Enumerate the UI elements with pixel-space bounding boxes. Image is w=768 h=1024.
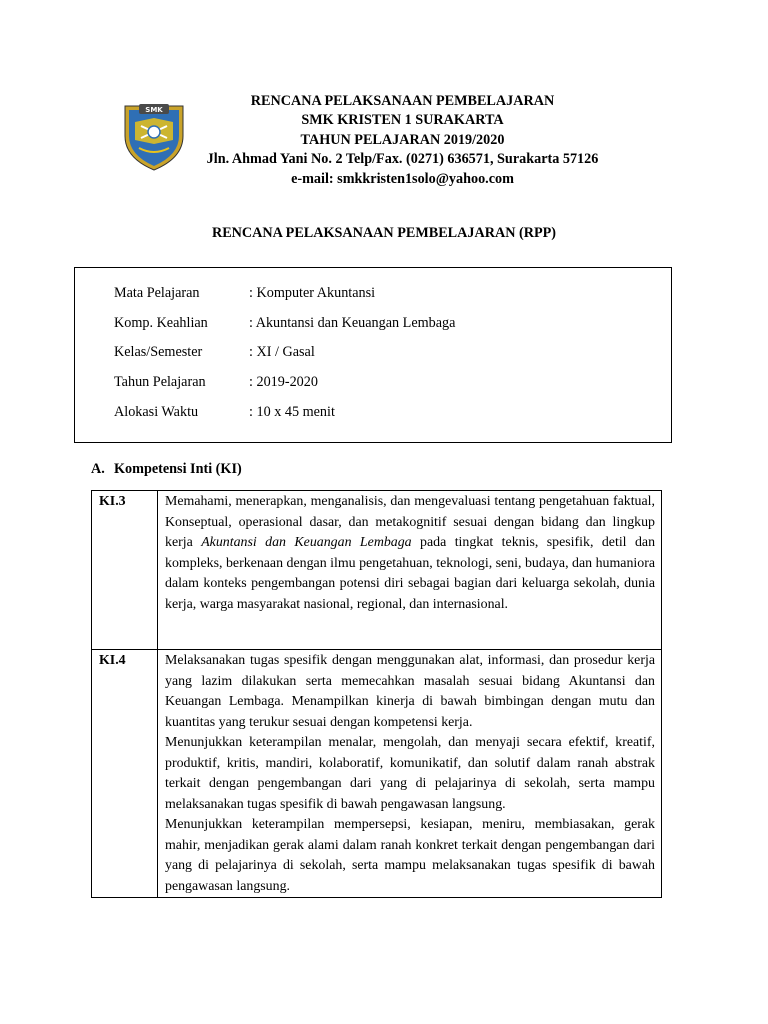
info-row-competency (114, 315, 455, 332)
letterhead (185, 92, 620, 189)
school-logo (121, 100, 187, 172)
ki-text: Memahami, menerapkan, menganalisis, dan mengevaluasi tentang pengetahuan faktual, Konseptual, operasional dasar, dan metakognitif sesuai dengan bidang dan lingkup kerja (165, 494, 655, 550)
school-email: e-mail: smkkristen1solo@yahoo.com (291, 170, 514, 187)
info-row-subject (114, 285, 375, 302)
info-value: : Komputer Akuntansi (249, 285, 376, 301)
info-row-class (114, 344, 315, 361)
school-address: Jln. Ahmad Yani No. 2 Telp/Fax. (0271) 636571, Surakarta 57126 (206, 151, 599, 168)
info-row-year (114, 374, 318, 391)
ki-description (158, 491, 662, 650)
info-value: : 10 x 45 menit (249, 404, 335, 420)
section-title: Kompetensi Inti (KI) (114, 461, 242, 477)
info-value: : XI / Gasal (249, 344, 315, 360)
ki-code: KI.4 (92, 650, 158, 898)
ki-description (158, 650, 662, 898)
info-label: Kelas/Semester (114, 344, 203, 360)
ki-paragraph: Melaksanakan tugas spesifik dengan menggunakan alat, informasi, dan prosedur kerja yang lazim dilakukan serta memecahkan masalah sesuai bidang Akuntansi dan Keuangan Lembaga. Menampilkan kinerja di bawah bimbingan dengan mutu dan kuantitas yang terukur sesuai dengan kompetensi kerja. (165, 653, 655, 730)
table-row (92, 491, 662, 650)
ki-text-italic: Akuntansi dan Keuangan Lembaga (201, 535, 412, 550)
school-name: SMK KRISTEN 1 SURAKARTA (301, 112, 504, 129)
core-competency-table (91, 490, 662, 898)
ki-paragraph: Menunjukkan keterampilan menalar, mengolah, dan menyaji secara efektif, kreatif, produktif, kritis, mandiri, kolaboratif, komunikatif, dan solutif dalam ranah abstrak terkait dengan pengembangan dari yang di pelajarinya di sekolah, serta mampu melaksanakan tugas spesifik di bawah pengawasan langsung. (165, 735, 655, 812)
info-label: Mata Pelajaran (114, 285, 200, 301)
section-heading (91, 461, 242, 478)
info-row-time (114, 404, 335, 421)
ki-paragraph: Menunjukkan keterampilan mempersepsi, kesiapan, meniru, membiasakan, gerak mahir, menjadikan gerak alami dalam ranah konkret terkait dengan pengembangan dari yang di pelajarinya di sekolah, serta mampu melaksanakan tugas spesifik di bawah pengawasan langsung. (165, 817, 655, 894)
logo-text: SMK (145, 106, 163, 114)
info-value: : Akuntansi dan Keuangan Lembaga (249, 315, 456, 331)
section-letter: A. (91, 461, 105, 477)
subject-info-box (74, 267, 672, 443)
header-title: RENCANA PELAKSANAAN PEMBELAJARAN (250, 93, 555, 109)
ki-code: KI.3 (92, 491, 158, 650)
document-title: RENCANA PELAKSANAAN PEMBELAJARAN (RPP) (211, 225, 557, 241)
info-label: Alokasi Waktu (114, 404, 199, 420)
academic-year: TAHUN PELAJARAN 2019/2020 (300, 131, 505, 148)
school-crest-icon (121, 100, 187, 172)
ki-text: pada tingkat teknis, spesifik, detil dan kompleks, berkenaan dengan ilmu pengetahuan, teknologi, seni, budaya, dan humaniora dalam konteks pengembangan potensi diri sebagai bagian dari keluarga sekolah, dunia kerja, warga masyarakat nasional, regional, dan internasional. (165, 535, 656, 612)
table-row (92, 650, 662, 898)
info-label: Komp. Keahlian (114, 315, 208, 331)
info-label: Tahun Pelajaran (114, 374, 206, 390)
info-value: : 2019-2020 (249, 374, 318, 390)
